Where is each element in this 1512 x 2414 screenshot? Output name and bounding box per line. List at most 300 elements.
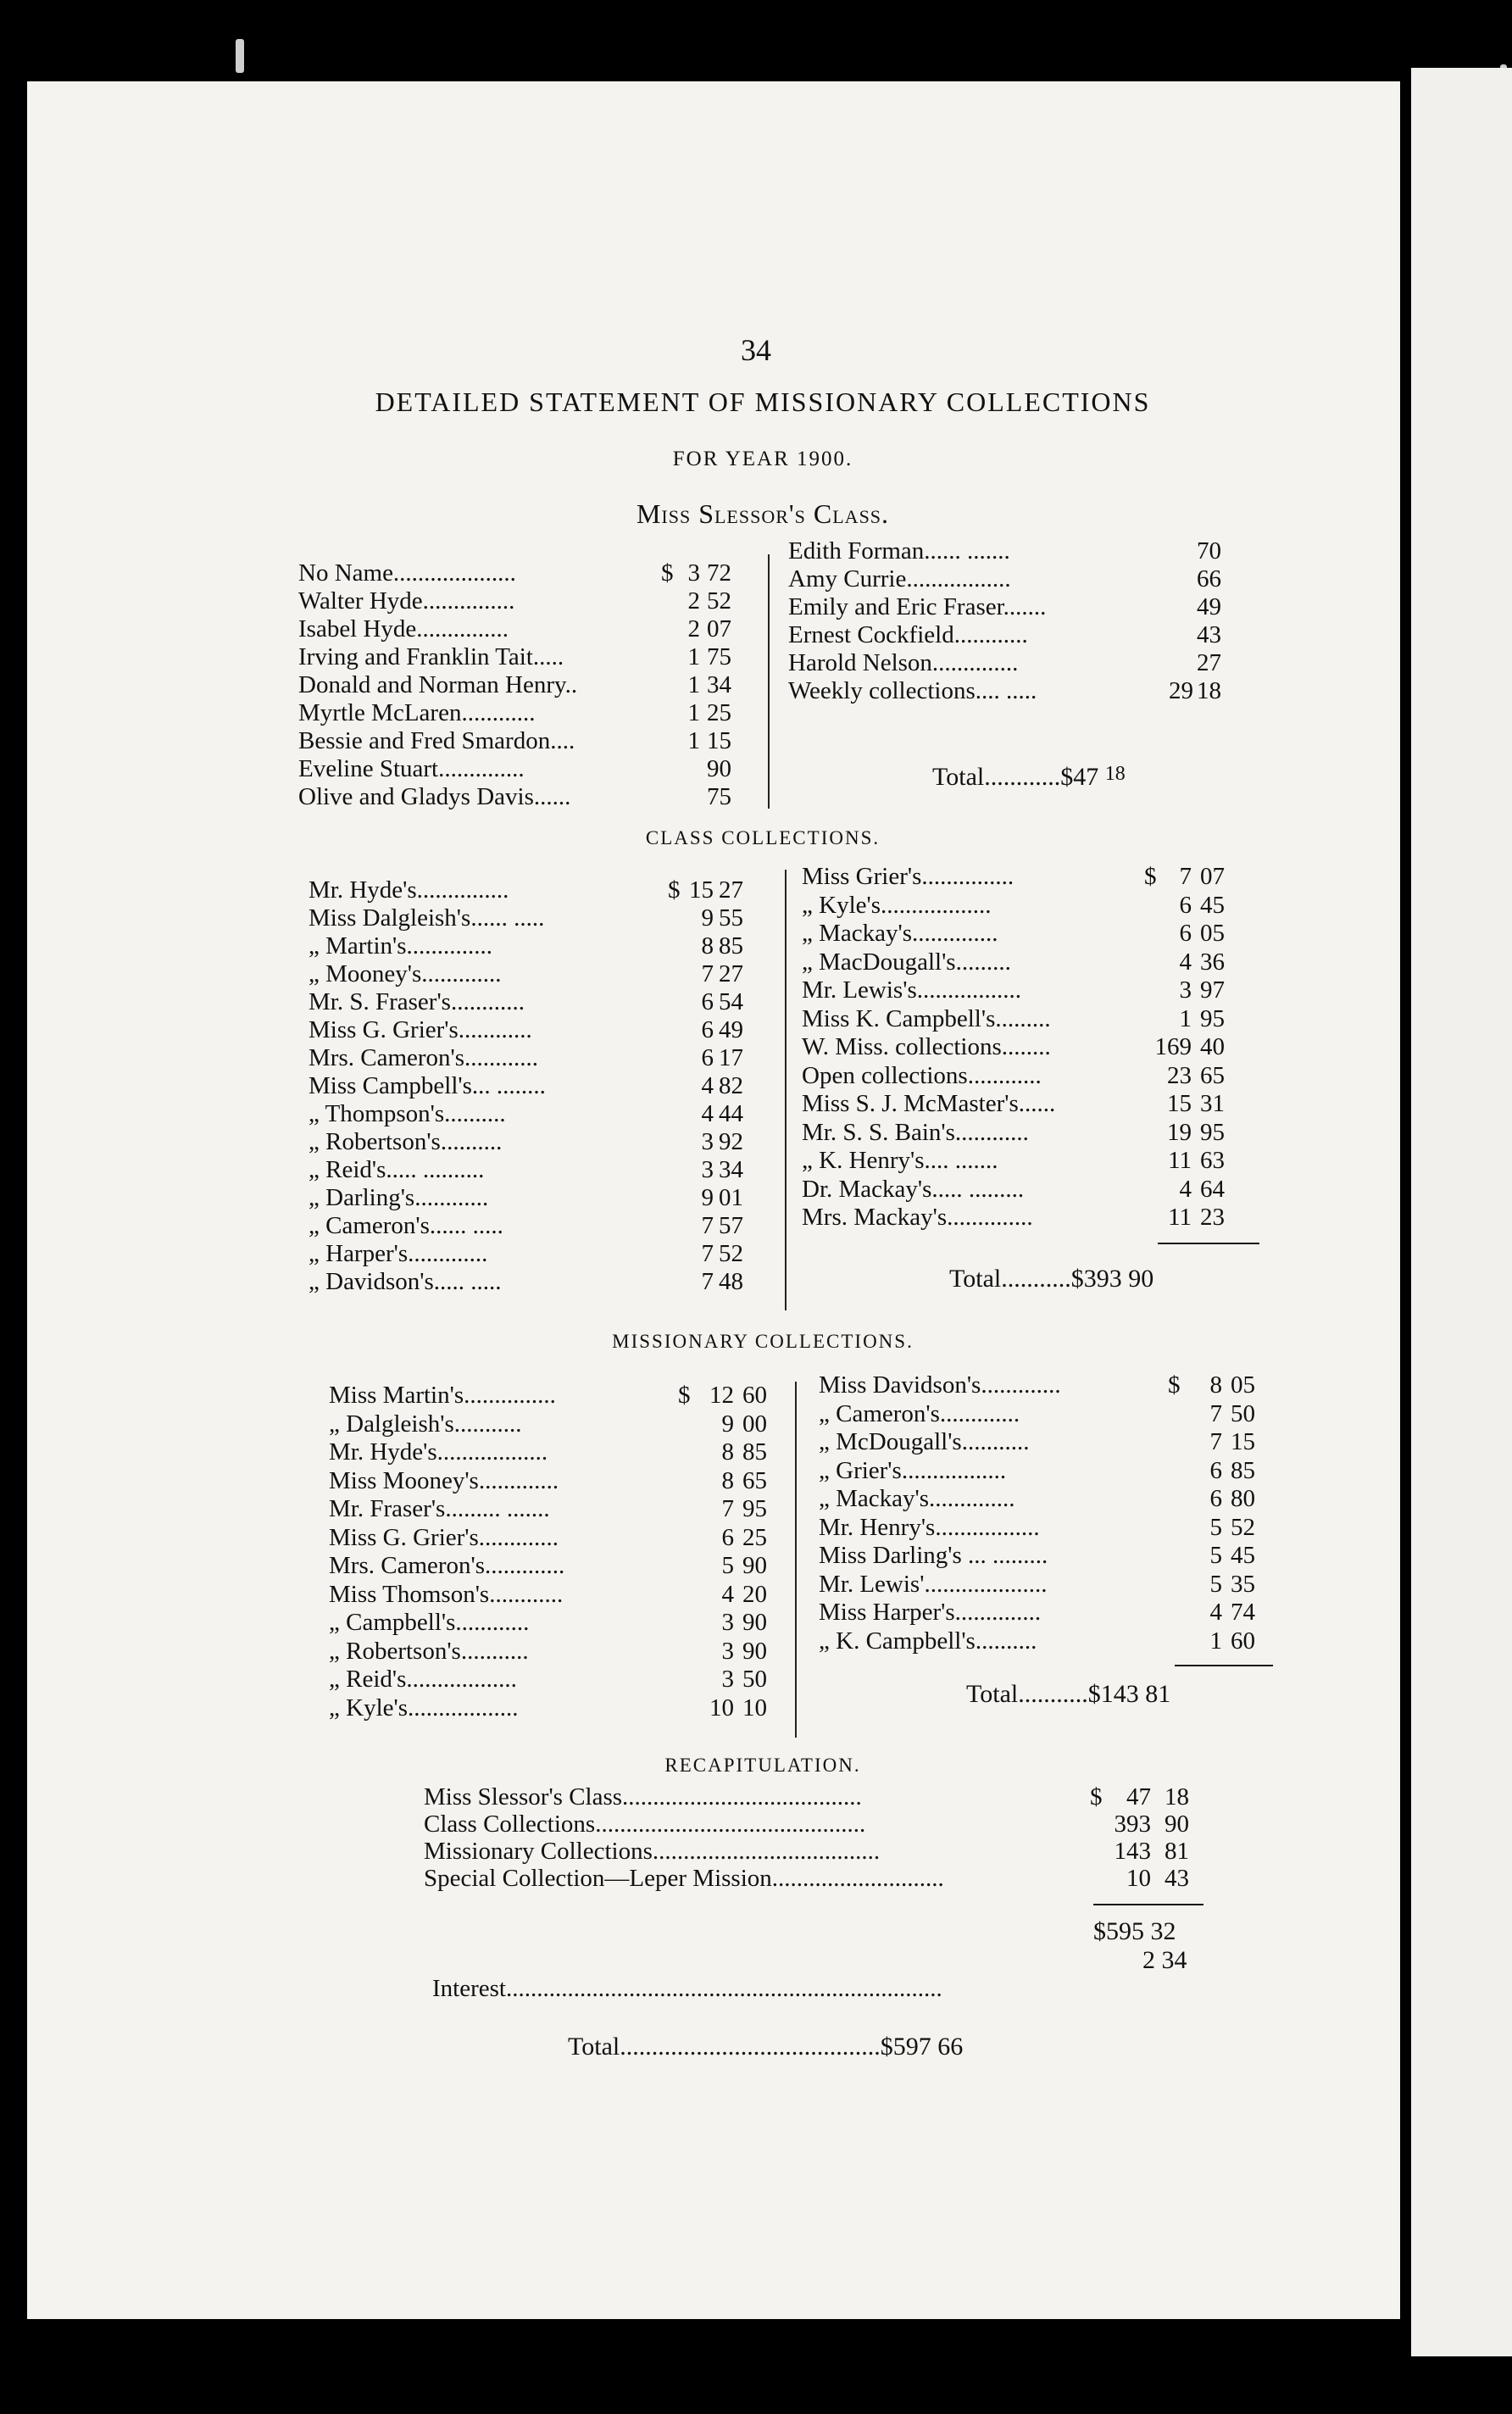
entry-name: Dr. Mackay's..... ......... (802, 1175, 1025, 1203)
entry-name: Amy Currie................. (788, 565, 1011, 592)
amount-dollars: 1 (1179, 1004, 1192, 1032)
entry-name: Myrtle McLaren............ (298, 699, 536, 726)
ledger-row (802, 1119, 1259, 1148)
amount-dollars: 5 (1209, 1513, 1222, 1541)
subtotal-dollars: $595 (1093, 1917, 1144, 1945)
ledger-row (819, 1457, 1268, 1486)
interest-amount (1142, 1946, 1187, 1975)
ledger-row (298, 643, 739, 671)
grand-total (568, 2033, 963, 2061)
entry-name: W. Miss. collections........ (802, 1033, 1051, 1060)
amount-cents: 10 (742, 1694, 767, 1722)
amount-dollars: 5 (1209, 1542, 1222, 1569)
amount-cents: 52 (707, 587, 731, 615)
amount-dollars: 10 (709, 1694, 734, 1722)
ledger-row (802, 863, 1259, 892)
column-divider (795, 1382, 797, 1738)
slessor-left-column (298, 559, 739, 811)
total-dollars: $143 (1087, 1680, 1139, 1708)
missionary-left-column (329, 1382, 778, 1722)
amount-cents: 27 (719, 960, 743, 987)
entry-name: Olive and Gladys Davis...... (298, 783, 571, 810)
column-divider (768, 554, 770, 809)
amount-cents: 31 (1200, 1090, 1225, 1117)
amount-dollars: 9 (701, 904, 714, 932)
amount-dollars: 6 (701, 1044, 714, 1071)
entry-name: „ Robertson's........... (329, 1637, 529, 1665)
amount-dollars: 3 (1179, 976, 1192, 1004)
ledger-row (788, 565, 1246, 593)
amount-cents: 95 (1200, 1004, 1225, 1032)
entry-name: „ McDougall's........... (819, 1428, 1030, 1455)
ledger-row (802, 1033, 1259, 1062)
amount-cents: 34 (719, 1156, 743, 1183)
entry-name: Miss Davidson's............. (819, 1371, 1061, 1399)
amount-cents: 90 (742, 1609, 767, 1636)
amount-cents: 15 (1231, 1428, 1255, 1455)
amount-cents: 23 (1200, 1204, 1225, 1231)
ledger-row (298, 727, 739, 755)
amount-cents: 66 (1197, 565, 1221, 592)
ledger-row (309, 960, 749, 988)
amount-dollars: 143 (1114, 1838, 1151, 1865)
amount-cents: 90 (742, 1637, 767, 1665)
amount-dollars: 1 (687, 727, 700, 754)
ledger-row (329, 1666, 778, 1694)
entry-name: „ Cameron's............. (819, 1399, 1020, 1427)
section-heading-slessor: Miss Slessor's Class. (636, 498, 890, 529)
interest-cents: 34 (1161, 1946, 1187, 1974)
amount-cents: 55 (719, 904, 743, 932)
amount-dollars: 2 (687, 615, 700, 642)
missionary-right-column (819, 1371, 1268, 1655)
entry-name: Bessie and Fred Smardon.... (298, 727, 575, 754)
amount-cents: 60 (742, 1382, 767, 1409)
entry-name: Class Collections............................................ (424, 1810, 866, 1838)
entry-name: „ Robertson's.......... (309, 1128, 503, 1155)
ledger-row (424, 1838, 1203, 1865)
facing-page-edge (1411, 68, 1512, 2356)
missionary-total (966, 1680, 1170, 1709)
subtotal-rule (1093, 1904, 1203, 1905)
entry-name: Miss Mooney's............. (329, 1466, 559, 1494)
dollar-sign: $ (1168, 1371, 1181, 1399)
document-subtitle: FOR YEAR 1900. (672, 448, 853, 470)
ledger-row (298, 587, 739, 615)
amount-dollars: 8 (1209, 1371, 1222, 1399)
ledger-row (424, 1783, 1203, 1810)
amount-cents: 75 (707, 783, 731, 810)
amount-dollars: 7 (1179, 863, 1192, 890)
entry-name: Miss Harper's.............. (819, 1599, 1042, 1626)
amount-cents: 74 (1231, 1599, 1255, 1626)
amount-dollars: 6 (1209, 1485, 1222, 1512)
ledger-row (329, 1410, 778, 1439)
amount-cents: 01 (719, 1184, 743, 1211)
entry-name: „ Mackay's.............. (819, 1485, 1015, 1512)
amount-dollars: 7 (701, 960, 714, 987)
entry-name: Miss G. Grier's............. (329, 1523, 559, 1551)
entry-name: Missionary Collections..................................... (424, 1838, 881, 1865)
amount-cents: 43 (1197, 621, 1221, 648)
entry-name: „ Davidson's..... ..... (309, 1268, 502, 1295)
ledger-row (788, 677, 1246, 705)
amount-dollars: 7 (701, 1240, 714, 1267)
ledger-row (309, 1128, 749, 1156)
amount-dollars: 4 (1209, 1599, 1222, 1626)
amount-cents: 64 (1200, 1175, 1225, 1203)
amount-dollars: 12 (709, 1382, 734, 1409)
amount-cents: 05 (1231, 1371, 1255, 1399)
amount-cents: 95 (1200, 1118, 1225, 1146)
ledger-row (329, 1495, 778, 1524)
ledger-row (298, 671, 739, 699)
entry-name: „ Mackay's.............. (802, 920, 998, 947)
class-right-column (802, 863, 1259, 1232)
amount-cents: 36 (1200, 948, 1225, 976)
amount-cents: 05 (1200, 920, 1225, 947)
ledger-row (788, 621, 1246, 649)
ledger-row (309, 1240, 749, 1268)
amount-dollars: 6 (721, 1523, 734, 1551)
slessor-right-column (788, 537, 1246, 705)
amount-dollars: 23 (1167, 1061, 1192, 1089)
ledger-row (309, 1184, 749, 1212)
amount-cents: 65 (742, 1466, 767, 1494)
ledger-row (802, 1005, 1259, 1034)
amount-cents: 48 (719, 1268, 743, 1295)
amount-cents: 80 (1231, 1485, 1255, 1512)
dollar-sign: $ (1090, 1783, 1103, 1810)
amount-dollars: 6 (1179, 891, 1192, 919)
amount-cents: 81 (1165, 1838, 1189, 1865)
amount-cents: 15 (707, 727, 731, 754)
total-label: Total........... (966, 1680, 1088, 1708)
amount-dollars: 393 (1114, 1810, 1151, 1838)
ledger-row (309, 1044, 749, 1072)
ledger-row (819, 1485, 1268, 1514)
entry-name: „ Kyle's.................. (802, 891, 992, 919)
amount-dollars: 5 (1209, 1570, 1222, 1598)
scan-mark (236, 39, 244, 73)
amount-cents: 82 (719, 1072, 743, 1099)
amount-dollars: 6 (1209, 1456, 1222, 1484)
amount-cents: 35 (1231, 1570, 1255, 1598)
amount-cents: 17 (719, 1044, 743, 1071)
total-rule (1158, 1243, 1259, 1244)
grand-total-cents: 66 (937, 2033, 964, 2061)
ledger-row (819, 1542, 1268, 1571)
amount-dollars: 1 (687, 643, 700, 670)
amount-cents: 75 (707, 643, 731, 670)
total-cents: 90 (1128, 1265, 1154, 1293)
amount-cents: 00 (742, 1410, 767, 1438)
amount-cents: 97 (1200, 976, 1225, 1004)
amount-dollars: 6 (1179, 920, 1192, 947)
amount-dollars: 9 (721, 1410, 734, 1438)
dollar-sign: $ (678, 1382, 691, 1409)
entry-name: Miss Dalgleish's...... ..... (309, 904, 545, 932)
ledger-row (309, 1100, 749, 1128)
entry-name: „ Campbell's............ (329, 1609, 530, 1636)
ledger-row (424, 1865, 1203, 1892)
total-label: Total............ (932, 763, 1061, 791)
ledger-row (298, 699, 739, 727)
amount-dollars: 7 (701, 1268, 714, 1295)
amount-dollars: 1 (1209, 1627, 1222, 1655)
total-rule (1175, 1665, 1273, 1666)
amount-dollars: 15 (689, 876, 714, 904)
amount-cents: 07 (707, 615, 731, 642)
entry-name: „ Grier's................. (819, 1456, 1007, 1484)
amount-dollars: 169 (1154, 1033, 1192, 1060)
amount-dollars: 3 (721, 1609, 734, 1636)
amount-cents: 07 (1200, 863, 1225, 890)
amount-cents: 63 (1200, 1147, 1225, 1174)
entry-name: „ Harper's............. (309, 1240, 488, 1267)
amount-dollars: 11 (1168, 1204, 1192, 1231)
class-left-column (309, 876, 749, 1296)
ledger-row (309, 1016, 749, 1044)
ledger-row (819, 1428, 1268, 1457)
ledger-row (298, 559, 739, 587)
total-dollars: $393 (1070, 1265, 1122, 1293)
total-label: Total........... (949, 1265, 1071, 1293)
amount-dollars: 11 (1168, 1147, 1192, 1174)
amount-cents: 65 (1200, 1061, 1225, 1089)
ledger-row (329, 1438, 778, 1467)
amount-cents: 54 (719, 988, 743, 1015)
ledger-row (298, 615, 739, 643)
amount-cents: 49 (719, 1016, 743, 1043)
ledger-row (819, 1514, 1268, 1543)
ledger-row (788, 649, 1246, 677)
ledger-row (819, 1627, 1268, 1656)
entry-name: „ Mooney's............. (309, 960, 502, 987)
entry-name: Miss K. Campbell's......... (802, 1004, 1051, 1032)
ledger-row (329, 1638, 778, 1666)
ledger-row (802, 948, 1259, 977)
entry-name: „ Reid's..... .......... (309, 1156, 485, 1183)
amount-cents: 90 (742, 1552, 767, 1579)
amount-dollars: 3 (721, 1666, 734, 1693)
amount-cents: 95 (742, 1495, 767, 1522)
amount-dollars: 5 (721, 1552, 734, 1579)
amount-dollars: 8 (701, 932, 714, 959)
entry-name: Miss Darling's ... ......... (819, 1542, 1048, 1569)
ledger-row (329, 1552, 778, 1581)
amount-dollars: 7 (721, 1495, 734, 1522)
entry-name: Mr. Hyde's............... (309, 876, 509, 904)
slessor-total (932, 763, 1126, 792)
amount-cents: 57 (719, 1212, 743, 1239)
ledger-row (819, 1371, 1268, 1400)
amount-cents: 52 (1231, 1513, 1255, 1541)
entry-name: No Name.................... (298, 559, 516, 587)
amount-dollars: 3 (701, 1128, 714, 1155)
ledger-row (298, 755, 739, 783)
dollar-sign: $ (668, 876, 681, 904)
total-cents: 81 (1145, 1680, 1171, 1708)
entry-name: Mr. Fraser's......... ....... (329, 1495, 550, 1522)
dollar-sign: $ (661, 559, 674, 587)
ledger-row (802, 920, 1259, 948)
entry-name: Mrs. Mackay's.............. (802, 1204, 1033, 1231)
amount-cents: 49 (1197, 593, 1221, 620)
total-dollars: $47 (1060, 763, 1099, 791)
amount-cents: 45 (1200, 891, 1225, 919)
amount-dollars: 15 (1167, 1090, 1192, 1117)
ledger-row (309, 1268, 749, 1296)
ledger-row (802, 1204, 1259, 1232)
entry-name: Edith Forman...... ....... (788, 537, 1010, 565)
amount-cents: 90 (707, 755, 731, 782)
amount-cents: 45 (1231, 1542, 1255, 1569)
entry-name: Miss Grier's............... (802, 863, 1014, 890)
entry-name: „ Thompson's.......... (309, 1100, 506, 1127)
entry-name: Eveline Stuart.............. (298, 755, 525, 782)
section-heading-recap: RECAPITULATION. (664, 1755, 861, 1776)
entry-name: Irving and Franklin Tait..... (298, 643, 564, 670)
entry-name: „ Cameron's...... ..... (309, 1212, 503, 1239)
ledger-row (802, 1062, 1259, 1091)
ledger-row (788, 593, 1246, 621)
interest-label: Interest....................................................................... (432, 1975, 942, 2002)
amount-cents: 18 (1197, 677, 1221, 704)
entry-name: Ernest Cockfield............ (788, 621, 1028, 648)
amount-cents: 27 (719, 876, 743, 904)
grand-total-dollars: $597 (880, 2033, 931, 2061)
amount-dollars: 4 (1179, 1175, 1192, 1203)
amount-cents: 50 (1231, 1399, 1255, 1427)
amount-dollars: 7 (1209, 1399, 1222, 1427)
ledger-row (819, 1599, 1268, 1627)
entry-name: „ MacDougall's......... (802, 948, 1011, 976)
amount-cents: 72 (707, 559, 731, 587)
interest-dollars: 2 (1142, 1946, 1155, 1974)
amount-cents: 85 (742, 1438, 767, 1466)
amount-dollars: 10 (1126, 1865, 1151, 1892)
amount-dollars: 8 (721, 1466, 734, 1494)
ledger-row (309, 988, 749, 1016)
entry-name: Donald and Norman Henry.. (298, 671, 578, 698)
entry-name: Miss S. J. McMaster's...... (802, 1090, 1056, 1117)
amount-dollars: 3 (701, 1156, 714, 1183)
entry-name: Mr. S. Fraser's............ (309, 988, 525, 1015)
amount-cents: 40 (1200, 1033, 1225, 1060)
ledger-row (802, 1147, 1259, 1176)
ledger-row (788, 537, 1246, 565)
ledger-row (424, 1810, 1203, 1838)
ledger-row (329, 1467, 778, 1496)
amount-dollars: 2 (687, 587, 700, 615)
amount-cents: 50 (742, 1666, 767, 1693)
entry-name: Miss Martin's............... (329, 1382, 556, 1409)
entry-name: Miss Slessor's Class....................................... (424, 1783, 862, 1810)
amount-dollars: 3 (721, 1637, 734, 1665)
entry-name: Miss Thomson's............ (329, 1580, 564, 1608)
amount-dollars: 1 (687, 699, 700, 726)
document-title: DETAILED STATEMENT OF MISSIONARY COLLECTIONS (375, 387, 1151, 417)
total-cents: 18 (1104, 763, 1126, 785)
amount-dollars: 6 (701, 1016, 714, 1043)
ledger-row (309, 876, 749, 904)
ledger-row (802, 892, 1259, 921)
entry-name: Weekly collections.... ..... (788, 677, 1037, 704)
ledger-row (329, 1609, 778, 1638)
entry-name: Mr. S. S. Bain's............ (802, 1118, 1029, 1146)
ledger-row (329, 1581, 778, 1610)
amount-cents: 20 (742, 1580, 767, 1608)
section-heading-missionary: MISSIONARY COLLECTIONS. (612, 1331, 914, 1352)
entry-name: Isabel Hyde............... (298, 615, 509, 642)
amount-dollars: 8 (721, 1438, 734, 1466)
amount-dollars: 1 (687, 671, 700, 698)
amount-cents: 25 (707, 699, 731, 726)
ledger-row (309, 904, 749, 932)
page-number: 34 (741, 333, 771, 367)
entry-name: Mr. Lewis'.................... (819, 1570, 1048, 1598)
ledger-row (298, 783, 739, 811)
amount-dollars: 9 (701, 1184, 714, 1211)
amount-dollars: 19 (1167, 1118, 1192, 1146)
entry-name: „ K. Henry's.... ....... (802, 1147, 998, 1174)
entry-name: Miss Campbell's... ........ (309, 1072, 546, 1099)
amount-cents: 90 (1165, 1810, 1189, 1838)
ledger-row (819, 1571, 1268, 1599)
entry-name: Mr. Hyde's.................. (329, 1438, 548, 1466)
entry-name: „ Darling's............ (309, 1184, 489, 1211)
entry-name: Mr. Lewis's................. (802, 976, 1021, 1004)
page-gutter (1400, 68, 1411, 2356)
amount-cents: 34 (707, 671, 731, 698)
ledger-row (329, 1694, 778, 1723)
ledger-row (329, 1524, 778, 1553)
amount-cents: 85 (719, 932, 743, 959)
entry-name: „ Martin's.............. (309, 932, 493, 959)
entry-name: „ Kyle's.................. (329, 1694, 519, 1722)
class-total (949, 1265, 1153, 1293)
grand-total-label: Total......................................... (568, 2033, 881, 2061)
ledger-row (802, 1176, 1259, 1204)
amount-dollars: 29 (1169, 677, 1193, 704)
subtotal-cents: 32 (1150, 1917, 1176, 1945)
ledger-row (819, 1400, 1268, 1429)
entry-name: Emily and Eric Fraser....... (788, 593, 1047, 620)
entry-name: Mrs. Cameron's............ (309, 1044, 539, 1071)
ledger-row (309, 932, 749, 960)
amount-cents: 25 (742, 1523, 767, 1551)
recap-subtotal (1093, 1917, 1176, 1946)
recap-list (424, 1783, 1203, 1892)
ledger-row (309, 1156, 749, 1184)
dollar-sign: $ (1144, 863, 1157, 890)
entry-name: Special Collection—Leper Mission............................ (424, 1865, 944, 1892)
amount-cents: 18 (1165, 1783, 1189, 1810)
amount-cents: 43 (1165, 1865, 1189, 1892)
amount-dollars: 7 (701, 1212, 714, 1239)
amount-dollars: 3 (687, 559, 700, 587)
amount-dollars: 7 (1209, 1428, 1222, 1455)
entry-name: „ Reid's.................. (329, 1666, 517, 1693)
amount-cents: 92 (719, 1128, 743, 1155)
amount-dollars: 4 (721, 1580, 734, 1608)
amount-dollars: 47 (1126, 1783, 1151, 1810)
amount-cents: 27 (1197, 649, 1221, 676)
section-heading-class: CLASS COLLECTIONS. (645, 827, 881, 848)
amount-dollars: 4 (701, 1072, 714, 1099)
ledger-row (802, 1090, 1259, 1119)
